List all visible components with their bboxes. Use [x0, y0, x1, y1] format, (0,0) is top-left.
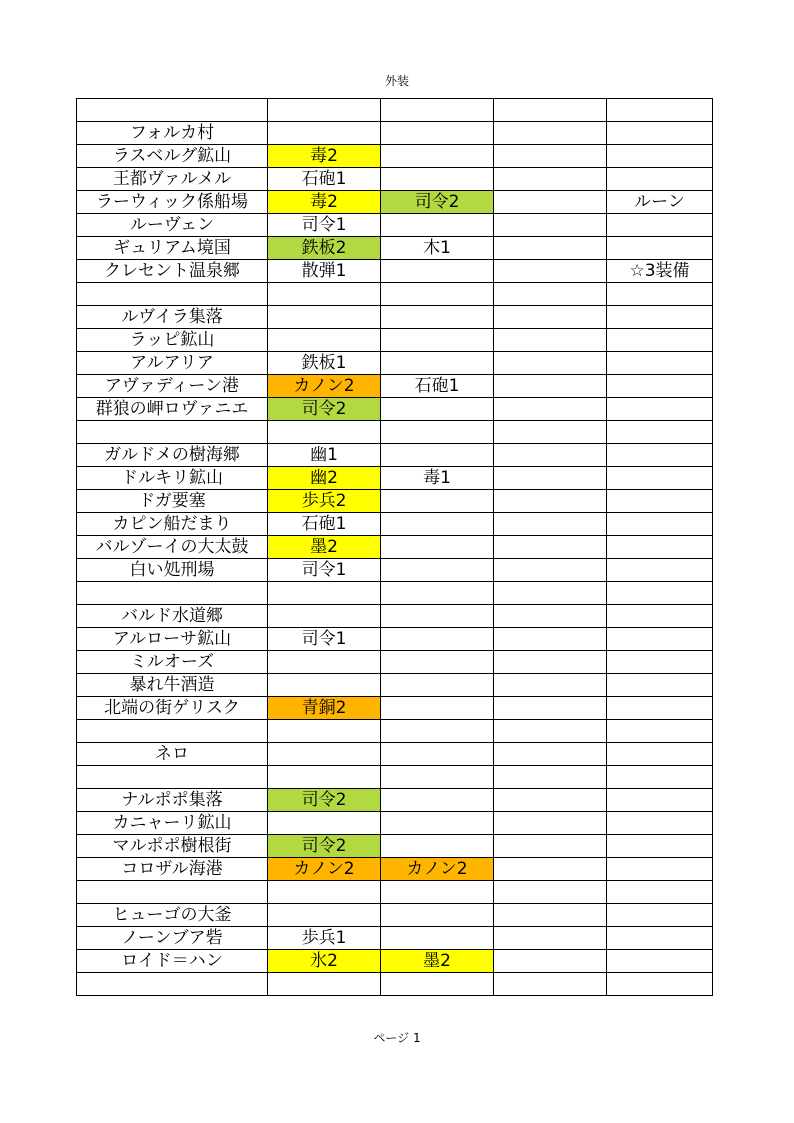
- location-cell: カニャーリ鉱山: [77, 812, 268, 835]
- equip-cell-2: [381, 536, 494, 559]
- note-cell: [607, 881, 713, 904]
- equip-cell-1: 青銅2: [268, 697, 381, 720]
- location-cell: ネロ: [77, 743, 268, 766]
- equip-cell-3: [494, 99, 607, 122]
- equip-cell-3: [494, 145, 607, 168]
- equip-cell-2: [381, 651, 494, 674]
- table-row: [77, 605, 713, 628]
- table-row: [77, 628, 713, 651]
- table-row: [77, 329, 713, 352]
- equip-cell-1: [268, 122, 381, 145]
- equip-cell-2: [381, 352, 494, 375]
- location-cell: 暴れ牛酒造: [77, 674, 268, 697]
- equip-cell-2: [381, 835, 494, 858]
- equip-cell-2: [381, 674, 494, 697]
- note-cell: [607, 214, 713, 237]
- equip-cell-3: [494, 789, 607, 812]
- table-row: [77, 559, 713, 582]
- note-cell: [607, 145, 713, 168]
- location-cell: フォルカ村: [77, 122, 268, 145]
- equip-cell-3: [494, 674, 607, 697]
- location-cell: ラーウィック係船場: [77, 191, 268, 214]
- table-row: [77, 927, 713, 950]
- equip-cell-1: 氷2: [268, 950, 381, 973]
- equip-cell-3: [494, 398, 607, 421]
- equip-cell-2: [381, 881, 494, 904]
- equip-cell-1: [268, 329, 381, 352]
- equip-cell-3: [494, 191, 607, 214]
- note-cell: [607, 789, 713, 812]
- equip-cell-3: [494, 237, 607, 260]
- equip-cell-3: [494, 605, 607, 628]
- table-row: [77, 973, 713, 996]
- equip-cell-2: [381, 306, 494, 329]
- table-row: [77, 536, 713, 559]
- equip-cell-2: 司令2: [381, 191, 494, 214]
- equip-cell-3: [494, 168, 607, 191]
- note-cell: [607, 122, 713, 145]
- equip-cell-1: 石砲1: [268, 168, 381, 191]
- equip-cell-3: [494, 628, 607, 651]
- equip-cell-3: [494, 743, 607, 766]
- equip-cell-2: [381, 973, 494, 996]
- note-cell: [607, 651, 713, 674]
- note-cell: [607, 628, 713, 651]
- equip-cell-1: [268, 881, 381, 904]
- table-row: [77, 812, 713, 835]
- equip-cell-3: [494, 651, 607, 674]
- table-row: [77, 513, 713, 536]
- equip-cell-2: 石砲1: [381, 375, 494, 398]
- location-cell: ガルドメの樹海郷: [77, 444, 268, 467]
- table-row: [77, 467, 713, 490]
- table-row: [77, 858, 713, 881]
- location-cell: ドガ要塞: [77, 490, 268, 513]
- table-row: [77, 835, 713, 858]
- table-row: [77, 283, 713, 306]
- equip-cell-1: 司令1: [268, 559, 381, 582]
- equip-cell-3: [494, 421, 607, 444]
- location-cell: ドルキリ鉱山: [77, 467, 268, 490]
- table-row: [77, 398, 713, 421]
- note-cell: [607, 398, 713, 421]
- equip-cell-1: 毒2: [268, 145, 381, 168]
- note-cell: [607, 720, 713, 743]
- note-cell: [607, 490, 713, 513]
- equip-cell-3: [494, 536, 607, 559]
- note-cell: [607, 329, 713, 352]
- equip-cell-2: 墨2: [381, 950, 494, 973]
- page-header-title: 外装: [384, 74, 409, 88]
- equip-cell-2: [381, 260, 494, 283]
- equip-cell-1: 歩兵1: [268, 927, 381, 950]
- equip-cell-3: [494, 858, 607, 881]
- equip-cell-2: [381, 743, 494, 766]
- equip-cell-2: [381, 99, 494, 122]
- equip-cell-3: [494, 835, 607, 858]
- note-cell: [607, 444, 713, 467]
- equip-cell-2: [381, 490, 494, 513]
- table-row: [77, 421, 713, 444]
- equip-cell-2: [381, 145, 494, 168]
- table-row: [77, 375, 713, 398]
- location-cell: 王都ヴァルメル: [77, 168, 268, 191]
- table-row: [77, 145, 713, 168]
- note-cell: ☆3装備: [607, 260, 713, 283]
- location-cell: アルアリア: [77, 352, 268, 375]
- equip-cell-1: [268, 99, 381, 122]
- location-cell: マルポポ樹根街: [77, 835, 268, 858]
- equip-cell-3: [494, 352, 607, 375]
- table-row: [77, 260, 713, 283]
- equip-cell-3: [494, 122, 607, 145]
- note-cell: ルーン: [607, 191, 713, 214]
- table-row: [77, 697, 713, 720]
- equip-cell-2: [381, 927, 494, 950]
- table-row: [77, 789, 713, 812]
- equip-cell-3: [494, 927, 607, 950]
- equip-cell-1: カノン2: [268, 375, 381, 398]
- note-cell: [607, 674, 713, 697]
- equip-cell-2: [381, 421, 494, 444]
- location-cell: 北端の街ゲリスク: [77, 697, 268, 720]
- equip-cell-2: [381, 214, 494, 237]
- equip-cell-1: [268, 812, 381, 835]
- location-cell: [77, 973, 268, 996]
- table-row: [77, 881, 713, 904]
- table-row: [77, 720, 713, 743]
- equip-cell-3: [494, 950, 607, 973]
- equip-cell-3: [494, 582, 607, 605]
- note-cell: [607, 467, 713, 490]
- equip-cell-1: [268, 605, 381, 628]
- equip-cell-3: [494, 444, 607, 467]
- equip-cell-1: [268, 306, 381, 329]
- note-cell: [607, 283, 713, 306]
- table-row: [77, 766, 713, 789]
- equip-cell-3: [494, 467, 607, 490]
- location-cell: ロイド＝ハン: [77, 950, 268, 973]
- equip-cell-2: カノン2: [381, 858, 494, 881]
- equip-cell-1: カノン2: [268, 858, 381, 881]
- equip-cell-1: 歩兵2: [268, 490, 381, 513]
- equip-cell-1: [268, 973, 381, 996]
- equip-cell-2: [381, 398, 494, 421]
- location-cell: ヒューゴの大釜: [77, 904, 268, 927]
- location-cell: ギュリアム境国: [77, 237, 268, 260]
- equip-cell-2: [381, 789, 494, 812]
- location-cell: クレセント温泉郷: [77, 260, 268, 283]
- location-cell: ラスベルグ鉱山: [77, 145, 268, 168]
- table-row: [77, 490, 713, 513]
- note-cell: [607, 421, 713, 444]
- note-cell: [607, 352, 713, 375]
- location-cell: バルド水道郷: [77, 605, 268, 628]
- note-cell: [607, 927, 713, 950]
- note-cell: [607, 582, 713, 605]
- equip-cell-1: [268, 766, 381, 789]
- equip-cell-1: 鉄板1: [268, 352, 381, 375]
- equip-cell-3: [494, 214, 607, 237]
- note-cell: [607, 237, 713, 260]
- location-cell: ルーヴェン: [77, 214, 268, 237]
- equip-cell-1: 幽1: [268, 444, 381, 467]
- note-cell: [607, 306, 713, 329]
- equip-cell-2: [381, 122, 494, 145]
- equip-cell-2: [381, 283, 494, 306]
- location-cell: [77, 421, 268, 444]
- table-row: [77, 214, 713, 237]
- table-row: [77, 122, 713, 145]
- location-cell: カピン船だまり: [77, 513, 268, 536]
- equip-cell-2: [381, 513, 494, 536]
- equip-cell-1: 墨2: [268, 536, 381, 559]
- equip-cell-3: [494, 283, 607, 306]
- location-cell: [77, 99, 268, 122]
- equip-cell-3: [494, 490, 607, 513]
- equip-cell-1: 司令2: [268, 835, 381, 858]
- equip-cell-1: [268, 904, 381, 927]
- note-cell: [607, 697, 713, 720]
- equip-cell-3: [494, 720, 607, 743]
- equip-cell-3: [494, 329, 607, 352]
- equip-cell-1: [268, 720, 381, 743]
- note-cell: [607, 950, 713, 973]
- table-row: [77, 352, 713, 375]
- table-row: [77, 743, 713, 766]
- location-cell: アルローサ鉱山: [77, 628, 268, 651]
- equip-cell-1: 鉄板2: [268, 237, 381, 260]
- spreadsheet-table: [76, 98, 713, 996]
- location-cell: [77, 766, 268, 789]
- equip-cell-1: 幽2: [268, 467, 381, 490]
- equip-cell-2: [381, 605, 494, 628]
- equip-cell-3: [494, 260, 607, 283]
- equip-cell-1: [268, 582, 381, 605]
- note-cell: [607, 904, 713, 927]
- table-row: [77, 651, 713, 674]
- equip-cell-1: 毒2: [268, 191, 381, 214]
- equip-cell-1: 散弾1: [268, 260, 381, 283]
- location-cell: ナルポポ集落: [77, 789, 268, 812]
- equip-cell-2: [381, 559, 494, 582]
- equip-cell-1: 司令1: [268, 628, 381, 651]
- equip-cell-2: 木1: [381, 237, 494, 260]
- equip-cell-3: [494, 904, 607, 927]
- note-cell: [607, 536, 713, 559]
- location-cell: 群狼の岬ロヴァニエ: [77, 398, 268, 421]
- location-cell: アヴァディーン港: [77, 375, 268, 398]
- location-cell: ラッピ鉱山: [77, 329, 268, 352]
- equip-cell-2: [381, 720, 494, 743]
- equip-cell-3: [494, 766, 607, 789]
- note-cell: [607, 513, 713, 536]
- equip-cell-1: [268, 421, 381, 444]
- location-cell: [77, 720, 268, 743]
- equip-cell-2: [381, 904, 494, 927]
- location-cell: ノーンブア砦: [77, 927, 268, 950]
- equip-cell-3: [494, 812, 607, 835]
- table-row: [77, 191, 713, 214]
- equip-cell-3: [494, 559, 607, 582]
- location-cell: [77, 582, 268, 605]
- location-cell: [77, 283, 268, 306]
- equip-cell-2: [381, 168, 494, 191]
- note-cell: [607, 605, 713, 628]
- table-row: [77, 582, 713, 605]
- table-row: [77, 306, 713, 329]
- equip-cell-2: 毒1: [381, 467, 494, 490]
- note-cell: [607, 858, 713, 881]
- equip-cell-3: [494, 306, 607, 329]
- note-cell: [607, 375, 713, 398]
- location-cell: ミルオーズ: [77, 651, 268, 674]
- table-row: [77, 674, 713, 697]
- equip-cell-1: [268, 743, 381, 766]
- equip-cell-3: [494, 973, 607, 996]
- equip-cell-2: [381, 812, 494, 835]
- table-row: [77, 99, 713, 122]
- equip-cell-2: [381, 766, 494, 789]
- equip-cell-2: [381, 628, 494, 651]
- location-cell: 白い処刑場: [77, 559, 268, 582]
- equip-cell-2: [381, 697, 494, 720]
- note-cell: [607, 812, 713, 835]
- equip-cell-2: [381, 329, 494, 352]
- table-row: [77, 444, 713, 467]
- location-cell: ルヴイラ集落: [77, 306, 268, 329]
- table-row: [77, 950, 713, 973]
- equip-cell-1: [268, 283, 381, 306]
- note-cell: [607, 99, 713, 122]
- equip-cell-3: [494, 513, 607, 536]
- spreadsheet-body: [77, 99, 713, 996]
- equip-cell-2: [381, 582, 494, 605]
- note-cell: [607, 743, 713, 766]
- equip-cell-1: 司令1: [268, 214, 381, 237]
- equip-cell-3: [494, 881, 607, 904]
- note-cell: [607, 168, 713, 191]
- note-cell: [607, 835, 713, 858]
- equip-cell-1: [268, 651, 381, 674]
- table-row: [77, 904, 713, 927]
- equip-cell-1: 司令2: [268, 789, 381, 812]
- table-row: [77, 237, 713, 260]
- equip-cell-1: 司令2: [268, 398, 381, 421]
- equip-cell-2: [381, 444, 494, 467]
- location-cell: バルゾーイの大太鼓: [77, 536, 268, 559]
- page-footer-number: ページ 1: [373, 1031, 421, 1045]
- table-row: [77, 168, 713, 191]
- equip-cell-3: [494, 375, 607, 398]
- equip-cell-1: [268, 674, 381, 697]
- note-cell: [607, 766, 713, 789]
- note-cell: [607, 973, 713, 996]
- note-cell: [607, 559, 713, 582]
- equip-cell-3: [494, 697, 607, 720]
- location-cell: [77, 881, 268, 904]
- location-cell: コロザル海港: [77, 858, 268, 881]
- equip-cell-1: 石砲1: [268, 513, 381, 536]
